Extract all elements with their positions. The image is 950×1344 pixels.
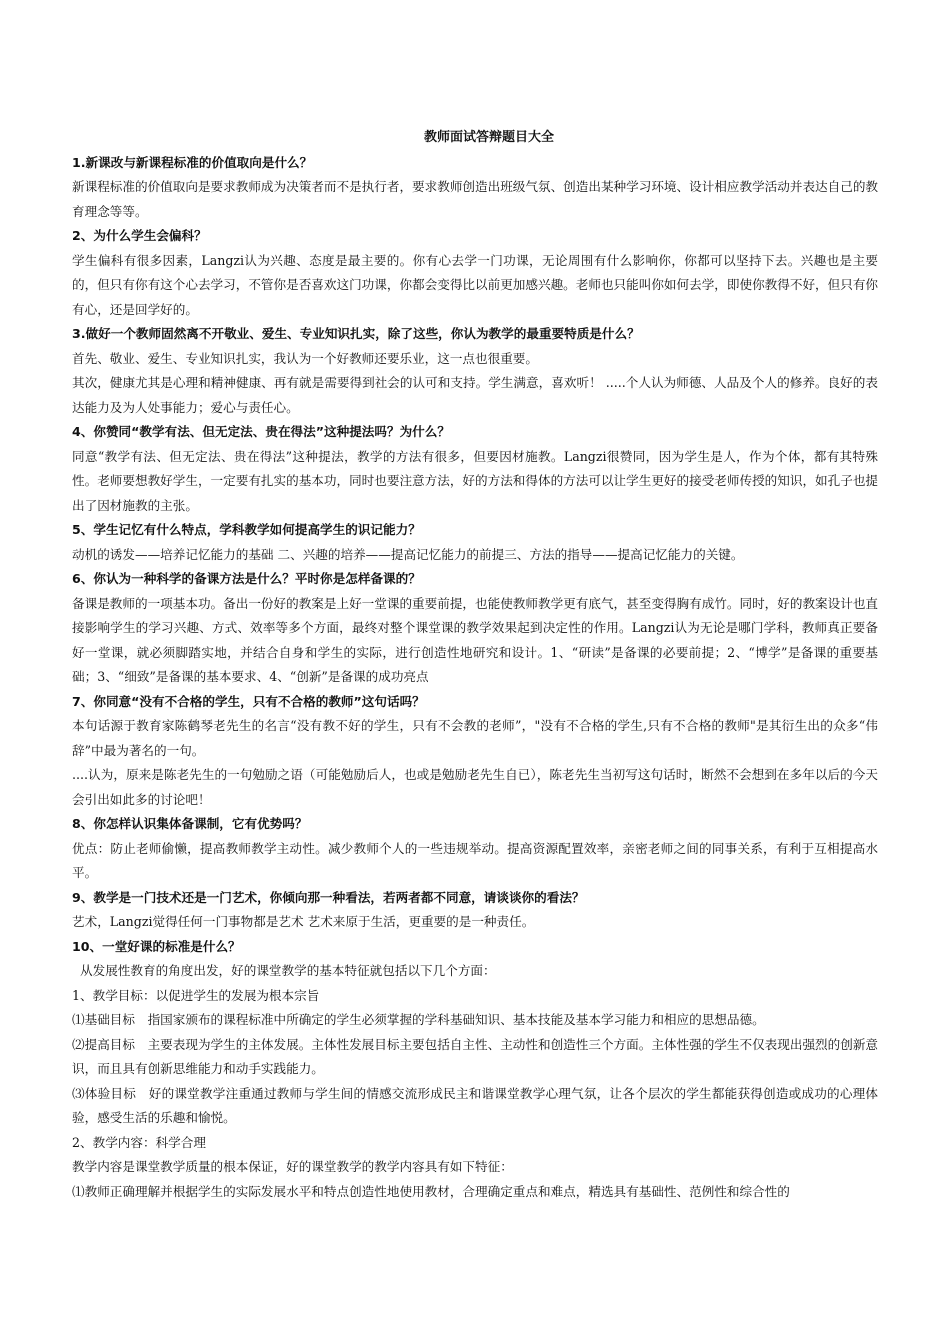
answer-paragraph: 同意“教学有法、但无定法、贵在得法”这种提法，教学的方法有很多，但要因材施教。Langzi很赞同，因为学生是人，作为个体，都有其特殊性。老师要想教好学生，一定要有扎实的基本功，同时也要注意方法，好的方法和得体的方法可以让学生更好的接受老师传授的知识，如孔子也提出了因材施教的主张。 — [72, 448, 878, 513]
answer-paragraph: 首先、敬业、爱生、专业知识扎实，我认为一个好教师还要乐业，这一点也很重要。 — [72, 350, 538, 366]
question-heading: 10、一堂好课的标准是什么？ — [72, 938, 241, 954]
document-page — [72, 126, 878, 1204]
answer-paragraph: ⑴教师正确理解并根据学生的实际发展水平和特点创造性地使用教材，合理确定重点和难点，精选具有基础性、范例性和综合性的 — [72, 1183, 790, 1199]
answer-paragraph: 2、教学内容：科学合理 — [72, 1134, 206, 1150]
question-heading: 3.做好一个教师固然离不开敬业、爱生、专业知识扎实，除了这些，你认为教学的最重要特质是什么？ — [72, 326, 640, 341]
answer-paragraph: 1、教学目标：以促进学生的发展为根本宗旨 — [72, 987, 320, 1003]
question-heading: 1.新课改与新课程标准的价值取向是什么？ — [72, 154, 313, 170]
document-title: 教师面试答辩题目大全 — [423, 130, 554, 145]
answer-paragraph: ⑶体验目标 好的课堂教学注重通过教师与学生间的情感交流形成民主和谐课堂教学心理气氛，让各个层次的学生都能获得创造或成功的心理体验，感受生活的乐趣和愉悦。 — [72, 1085, 878, 1125]
answer-paragraph: 新课程标准的价值取向是要求教师成为决策者而不是执行者，要求教师创造出班级气氛、创造出某种学习环境、设计相应教学活动并表达自己的教育理念等等。 — [72, 179, 878, 219]
answer-paragraph: 教学内容是课堂教学质量的根本保证，好的课堂教学的教学内容具有如下特征： — [72, 1159, 513, 1174]
answer-paragraph: 其次，健康尤其是心理和精神健康、再有就是需要得到社会的认可和支持。学生满意，喜欢听！ .....个人认为师德、人品及个人的修养。良好的表达能力及为人处事能力；爱心与责任心。 — [72, 375, 878, 415]
answer-paragraph: 优点：防止老师偷懒，提高教师教学主动性。减少教师个人的一些违规举动。提高资源配置效率，亲密老师之间的同事关系，有利于互相提高水平。 — [72, 840, 878, 880]
answer-paragraph: 本句话源于教育家陈鹤琴老先生的名言“没有教不好的学生，只有不会教的老师”，"没有不合格的学生,只有不合格的教师"是其衍生出的众多“伟辞”中最为著名的一句。 — [72, 718, 878, 758]
question-heading: 6、你认为一种科学的备课方法是什么？平时你是怎样备课的？ — [72, 571, 421, 586]
answer-paragraph: 备课是教师的一项基本功。备出一份好的教案是上好一堂课的重要前提，也能使教师教学更有底气，甚至变得胸有成竹。同时，好的教案设计也直接影响学生的学习兴趣、方式、效率等多个方面，最终对整个课堂课的教学效果起到决定性的作用。Langzi认为无论是哪门学科，教师真正要备好一堂课，就必须脚踏实地，并结合自身和学生的实际，进行创造性地研究和设计。1、“研读”是备课的必要前提；2、“博学”是备课的重要基础；3、“细致”是备课的基本要求、4、“创新”是备课的成功亮点 — [72, 595, 878, 684]
question-heading: 5、学生记忆有什么特点，学科教学如何提高学生的识记能力？ — [72, 522, 421, 537]
answer-paragraph: 动机的诱发——培养记忆能力的基础 二、兴趣的培养——提高记忆能力的前提三、方法的指导——提高记忆能力的关键。 — [72, 546, 744, 562]
document-body — [72, 151, 878, 1205]
question-heading: 4、你赞同“教学有法、但无定法、贵在得法”这种提法吗？为什么？ — [72, 424, 450, 439]
answer-paragraph: ⑵提高目标 主要表现为学生的主体发展。主体性发展目标主要包括自主性、主动性和创造性三个方面。主体性强的学生不仅表现出强烈的创新意识，而且具有创新思维能力和动手实践能力。 — [72, 1036, 878, 1076]
answer-paragraph: ....认为，原来是陈老先生的一句勉励之语（可能勉励后人，也或是勉励老先生自已），陈老先生当初写这句话时，断然不会想到在多年以后的今天会引出如此多的讨论吧！ — [72, 767, 878, 807]
answer-paragraph: ⑴基础目标 指国家颁布的课程标准中所确定的学生必须掌握的学科基础知识、基本技能及基本学习能力和相应的思想品德。 — [72, 1012, 765, 1027]
question-heading: 7、你同意“没有不合格的学生，只有不合格的教师”这句话吗？ — [72, 693, 425, 709]
answer-paragraph: 从发展性教育的角度出发，好的课堂教学的基本特征就包括以下几个方面： — [80, 963, 496, 978]
question-heading: 9、教学是一门技术还是一门艺术，你倾向那一种看法，若两者都不同意，请谈谈你的看法？ — [72, 889, 585, 905]
answer-paragraph: 艺术，Langzi觉得任何一门事物都是艺术 艺术来原于生活，更重要的是一种责任。 — [72, 914, 535, 929]
answer-paragraph: 学生偏科有很多因素，Langzi认为兴趣、态度是最主要的。你有心去学一门功课，无论周围有什么影响你，你都可以坚持下去。兴趣也是主要的，但只有你有这个心去学习，不管你是否喜欢这门功课，你都会变得比以前更加感兴趣。老师也只能叫你如何去学，即使你教得不好，但只有你有心，还是回学好的。 — [72, 252, 878, 317]
question-heading: 2、为什么学生会偏科？ — [72, 228, 207, 243]
question-heading: 8、你怎样认识集体备课制，它有优势吗？ — [72, 816, 308, 831]
